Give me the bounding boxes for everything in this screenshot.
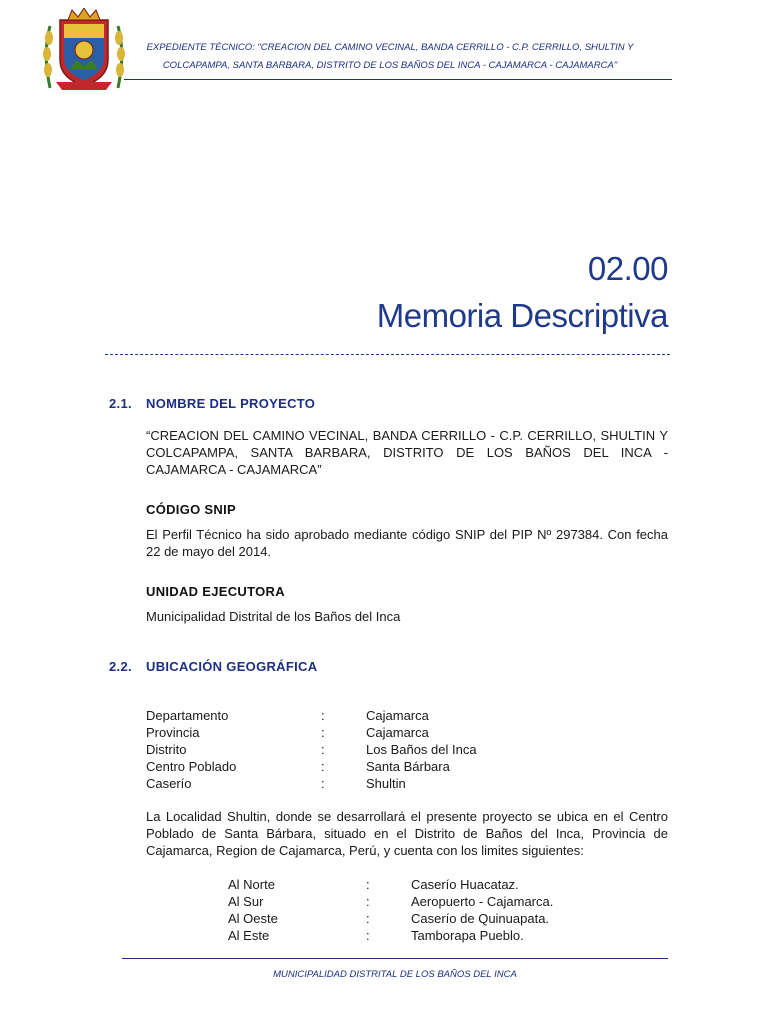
limit-key: Al Oeste [228, 911, 278, 926]
location-sep: : [321, 776, 325, 791]
location-key: Distrito [146, 742, 187, 757]
location-description-paragraph: La Localidad Shultin, donde se desarrollará el presente proyecto se ubica en el Centro Poblado de Santa Bárbara, situado en el Distrito de Baños del Inca, Provincia de Cajamarca, Region de Cajamarca, Perú, y cuenta con los limites siguientes: [146, 809, 668, 858]
project-name-paragraph: “CREACION DEL CAMINO VECINAL, BANDA CERRILLO - C.P. CERRILLO, SHULTIN Y COLCAPAMPA, SANTA BARBARA, DISTRITO DE LOS BAÑOS DEL INCA - CAJAMARCA - CAJAMARCA” [146, 428, 668, 477]
heading-unidad-ejecutora: UNIDAD EJECUTORA [146, 584, 285, 599]
location-value: Cajamarca [366, 725, 429, 740]
section-title: Memoria Descriptiva [376, 297, 668, 334]
location-key: Centro Poblado [146, 759, 237, 774]
limit-key: Al Norte [228, 877, 275, 892]
limit-value: Aeropuerto - Cajamarca. [411, 894, 554, 909]
location-key: Provincia [146, 725, 200, 740]
location-sep: : [321, 742, 325, 757]
header-title-line-2: COLCAPAMPA, SANTA BARBARA, DISTRITO DE LOS BAÑOS DEL INCA - CAJAMARCA - CAJAMARCA" [162, 60, 618, 71]
heading-codigo-snip: CÓDIGO SNIP [146, 502, 236, 517]
limit-sep: : [366, 911, 370, 926]
location-value: Los Baños del Inca [366, 742, 477, 757]
location-sep: : [321, 708, 325, 723]
location-value: Santa Bárbara [366, 759, 450, 774]
location-value: Shultin [366, 776, 406, 791]
title-divider [105, 354, 670, 355]
heading-number: 2.1. [109, 396, 132, 411]
location-value: Cajamarca [366, 708, 429, 723]
limit-key: Al Este [228, 928, 270, 943]
location-sep: : [321, 725, 325, 740]
heading-nombre-proyecto [109, 396, 669, 412]
snip-paragraph: El Perfil Técnico ha sido aprobado mediante código SNIP del PIP Nº 297384. Con fecha 22 de mayo del 2014. [146, 527, 668, 559]
limit-value: Caserío Huacataz. [411, 877, 519, 892]
section-number: 02.00 [587, 250, 668, 287]
limit-sep: : [366, 877, 370, 892]
limit-value: Tamborapa Pueblo. [411, 928, 524, 943]
heading-text: UBICACIÓN GEOGRÁFICA [146, 659, 318, 674]
limit-sep: : [366, 894, 370, 909]
header-divider [124, 79, 672, 80]
municipal-crest-logo [40, 8, 128, 92]
location-key: Departamento [146, 708, 229, 723]
header-title-line-1: EXPEDIENTE TÉCNICO: "CREACION DEL CAMINO VECINAL, BANDA CERRILLO - C.P. CERRILLO, SHULTIN Y [146, 42, 634, 53]
unit-paragraph: Municipalidad Distrital de los Baños del Inca [146, 609, 401, 624]
limit-key: Al Sur [228, 894, 264, 909]
heading-number: 2.2. [109, 659, 132, 674]
footer-divider [122, 958, 668, 959]
limit-sep: : [366, 928, 370, 943]
heading-ubicacion-geografica [109, 659, 669, 675]
heading-text: NOMBRE DEL PROYECTO [146, 396, 316, 411]
limit-value: Caserío de Quinuapata. [411, 911, 550, 926]
footer-text: MUNICIPALIDAD DISTRITAL DE LOS BAÑOS DEL INCA [273, 969, 517, 980]
location-key: Caserío [146, 776, 192, 791]
location-sep: : [321, 759, 325, 774]
